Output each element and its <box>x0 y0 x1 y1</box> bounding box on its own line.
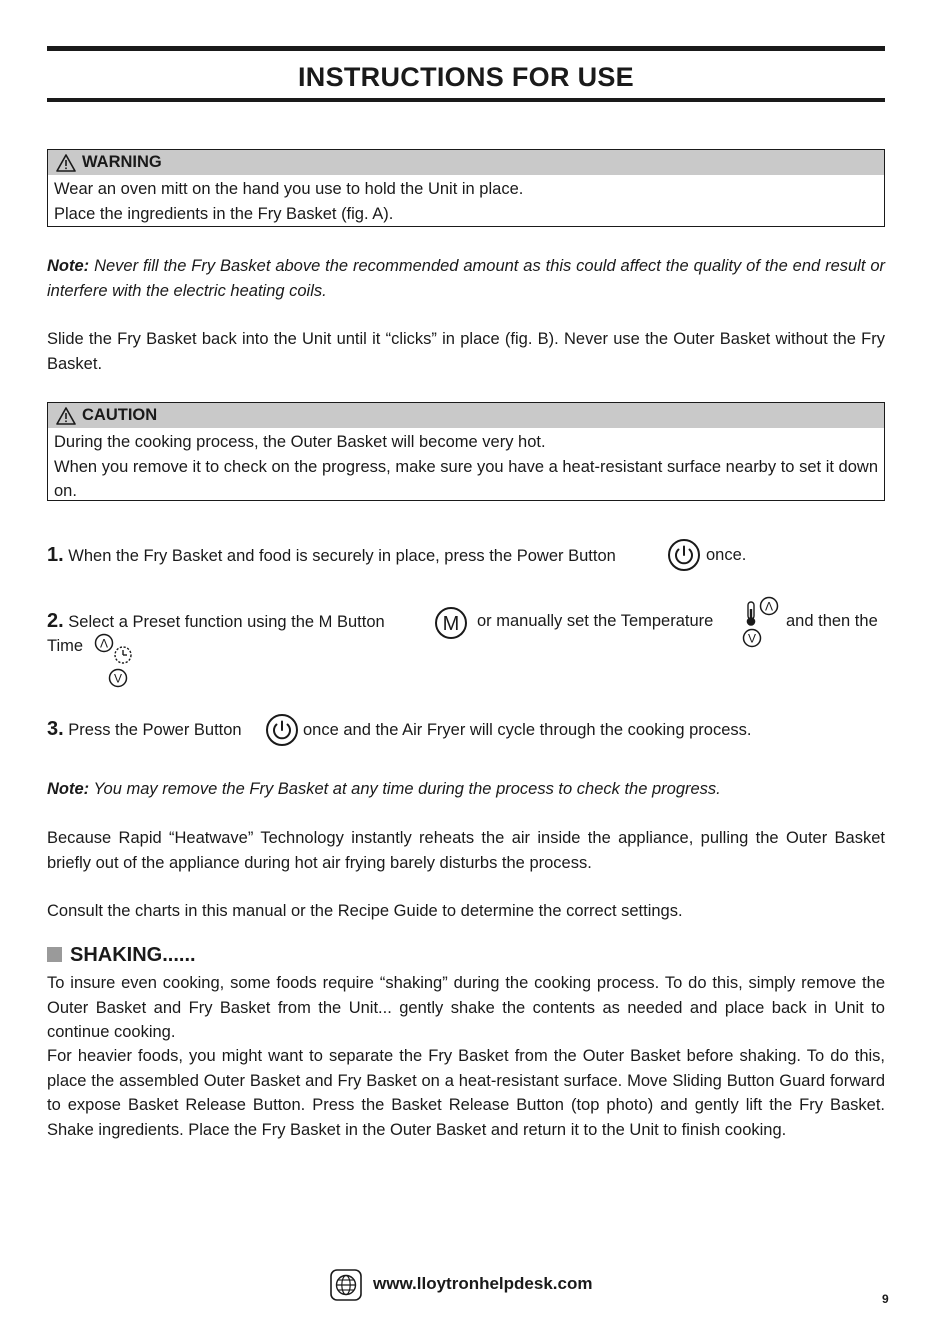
step-3 <box>47 717 242 743</box>
note-paragraph <box>47 254 885 303</box>
m-button-icon <box>434 606 468 640</box>
step-text: Time <box>47 637 84 655</box>
warning-box <box>47 149 885 227</box>
consult-paragraph: Consult the charts in this manual or the Recipe Guide to determine the correct settings. <box>47 902 683 920</box>
note-text: Never fill the Fry Basket above the recommended amount as this could affect the quality of the end result or interfere with the electric heating coils. <box>47 257 885 300</box>
clock-icon <box>113 645 133 665</box>
up-glyph: Λ <box>764 599 774 614</box>
up-glyph: Λ <box>99 636 109 651</box>
thermometer-icon <box>744 601 758 627</box>
header-rule-bottom <box>47 98 885 102</box>
step-text: When the Fry Basket and food is securely in place, press the Power Button <box>63 547 616 565</box>
power-icon <box>265 713 299 747</box>
heatwave-paragraph: Because Rapid “Heatwave” Technology instantly reheats the air inside the appliance, pulling the Outer Basket briefly out of the appliance during hot air frying barely disturbs the process. <box>47 829 885 872</box>
step-text: or manually set the Temperature <box>477 612 714 630</box>
page-number: 9 <box>882 1292 889 1306</box>
caution-line: During the cooking process, the Outer Basket will become very hot. <box>54 433 546 451</box>
caution-line: When you remove it to check on the progress, make sure you have a heat-resistant surface nearby to set it down on. <box>54 457 878 500</box>
time-up-icon <box>94 633 114 653</box>
step-text: Press the Power Button <box>63 721 242 739</box>
step-number: 1. <box>47 544 64 566</box>
warning-label: WARNING <box>82 153 162 171</box>
footer-url-link[interactable]: www.lloytronhelpdesk.com <box>373 1274 593 1293</box>
warning-line: Wear an oven mitt on the hand you use to hold the Unit in place. <box>54 180 524 198</box>
step-text: Select a Preset function using the M Button <box>63 613 385 631</box>
caution-label: CAUTION <box>82 406 158 424</box>
time-down-icon <box>108 668 128 688</box>
note-label: Note: <box>47 780 90 798</box>
note-label: Note: <box>47 257 90 275</box>
m-button-glyph: M <box>442 613 460 635</box>
step-text-after: once and the Air Fryer will cycle through the cooking process. <box>303 721 752 739</box>
slide-paragraph: Slide the Fry Basket back into the Unit until it “clicks” in place (fig. B). Never use the Outer Basket without the Fry Basket. <box>47 330 885 373</box>
step-text: and then the <box>786 612 878 630</box>
globe-icon <box>330 1269 362 1301</box>
step-1 <box>47 543 616 569</box>
power-icon <box>667 538 701 572</box>
shaking-paragraph: For heavier foods, you might want to separate the Fry Basket from the Outer Basket before shaking. To do this, place the assembled Outer Basket and Fry Basket on a heat-resistant surface. Move Sliding Button Guard forward to expose Basket Release Button. Press the Basket Release Button (top photo) and gently lift the Fry Basket. Shake ingredients. Place the Fry Basket in the Outer Basket and return it to the Unit to finish cooking. <box>47 1047 885 1139</box>
warning-line: Place the ingredients in the Fry Basket (fig. A). <box>54 204 394 223</box>
temperature-up-icon <box>759 596 779 616</box>
shaking-heading <box>47 944 196 967</box>
down-glyph: V <box>747 631 757 646</box>
page-title: INSTRUCTIONS FOR USE <box>297 62 634 92</box>
note-text: You may remove the Fry Basket at any time during the process to check the progress. <box>89 780 721 798</box>
warning-triangle-icon <box>56 154 76 172</box>
step-text-after: once. <box>706 546 747 564</box>
note-paragraph <box>47 777 885 802</box>
caution-box <box>47 402 885 501</box>
warning-header <box>48 150 884 175</box>
shaking-heading-text: SHAKING...... <box>70 944 196 966</box>
down-glyph: V <box>113 671 123 686</box>
shaking-paragraph: To insure even cooking, some foods require “shaking” during the cooking process. To do this, simply remove the Outer Basket and Fry Basket from the Unit... gently shake the contents as needed and place back in Unit to continue cooking. <box>47 974 885 1041</box>
step-number: 3. <box>47 718 64 740</box>
caution-header <box>48 403 884 428</box>
step-2 <box>47 609 385 635</box>
temperature-down-icon <box>742 628 762 648</box>
step-number: 2. <box>47 610 64 632</box>
section-bullet-icon <box>47 947 62 962</box>
warning-triangle-icon <box>56 407 76 425</box>
header-rule-top <box>47 46 885 51</box>
